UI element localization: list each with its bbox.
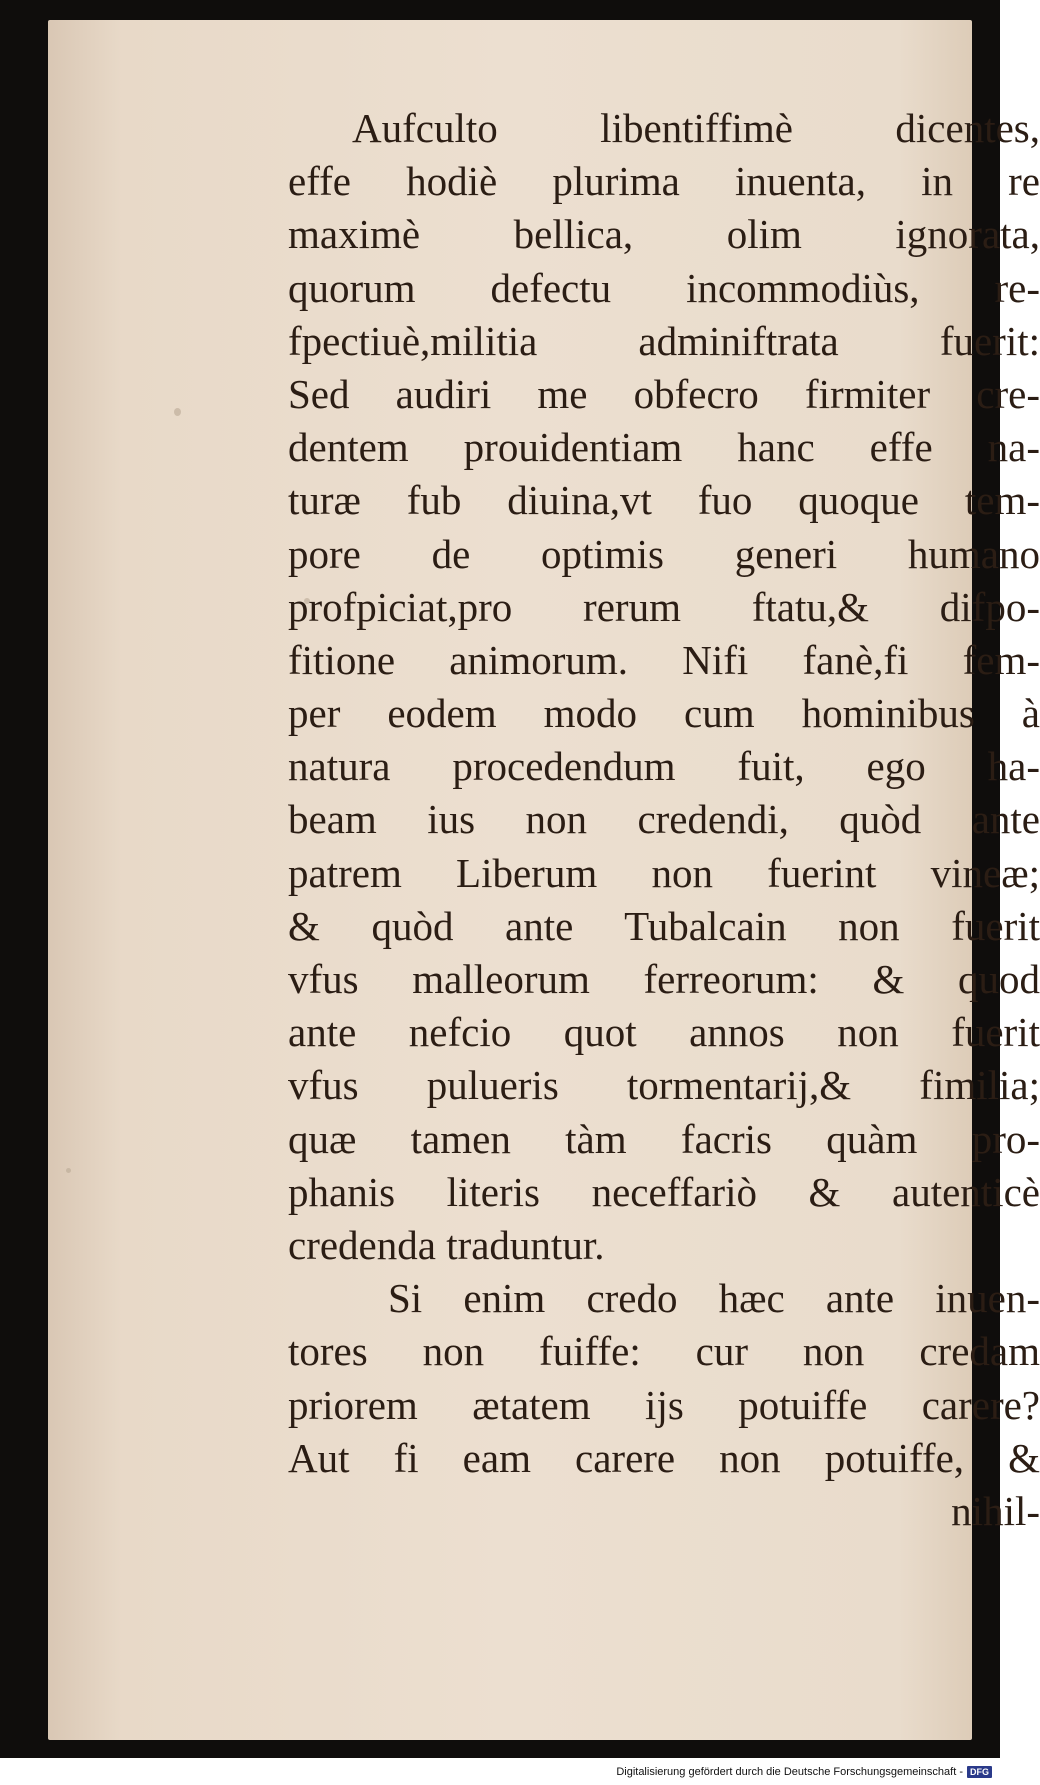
text-line: quorum defectu incommodiùs, re-	[288, 264, 1040, 311]
text-line: ante nefcio quot annos non fuerit	[288, 1009, 1040, 1056]
paper-stain	[174, 408, 181, 416]
text-line: profpiciat,pro rerum ftatu,& difpo-	[288, 583, 1040, 630]
dfg-logo-icon: DFG	[967, 1766, 992, 1778]
text-line: natura procedendum fuit, ego ha-	[288, 743, 1040, 790]
text-line: turæ fub diuina,vt fuo quoque tem-	[288, 477, 1040, 524]
text-line: Si enim credo hæc ante inuen-	[388, 1275, 1040, 1322]
text-line: dentem prouidentiam hanc effe na-	[288, 424, 1040, 471]
text-line: beam ius non credendi, quòd ante	[288, 796, 1040, 843]
text-line: Sed audiri me obfecro firmiter cre-	[288, 370, 1040, 417]
text-line: priorem ætatem ijs potuiffe carere?	[288, 1381, 1040, 1428]
text-line: Aufculto libentiffimè dicentes,	[352, 105, 1040, 151]
text-line: & quòd ante Tubalcain non fuerit	[288, 902, 1040, 949]
text-line: phanis literis neceffariò & autenticè	[288, 1168, 1040, 1215]
body-text	[288, 102, 1040, 1538]
text-line: Aut fi eam carere non potuiffe, &	[288, 1434, 1040, 1481]
text-line: pore de optimis generi humano	[288, 530, 1040, 577]
text-line: effe hodiè plurima inuenta, in re	[288, 158, 1040, 205]
text-line: tores non fuiffe: cur non credam	[288, 1328, 1040, 1375]
text-line: fpectiuè,militia adminiftrata fuerit:	[288, 317, 1040, 364]
text-line: vfus malleorum ferreorum: & quod	[288, 956, 1040, 1002]
text-line: maximè bellica, olim ignorata,	[288, 211, 1040, 258]
catchword: nihil-	[951, 1487, 1040, 1534]
footer-credit: Digitalisierung gefördert durch die Deutsche Forschungsgemeinschaft -	[616, 1766, 963, 1778]
text-line: credenda traduntur.	[288, 1221, 605, 1268]
text-line: quæ tamen tàm facris quàm pro-	[288, 1115, 1040, 1162]
text-line: patrem Liberum non fuerint vineæ;	[288, 849, 1040, 896]
paper-stain	[66, 1168, 71, 1173]
book-page	[48, 20, 1040, 1740]
text-line: vfus pulueris tormentarij,& fimilia;	[288, 1062, 1040, 1109]
text-line: fitione animorum. Nifi fanè,fi fem-	[288, 636, 1040, 683]
text-line: per eodem modo cum hominibus à	[288, 690, 1040, 737]
digitization-footer	[0, 1762, 992, 1782]
